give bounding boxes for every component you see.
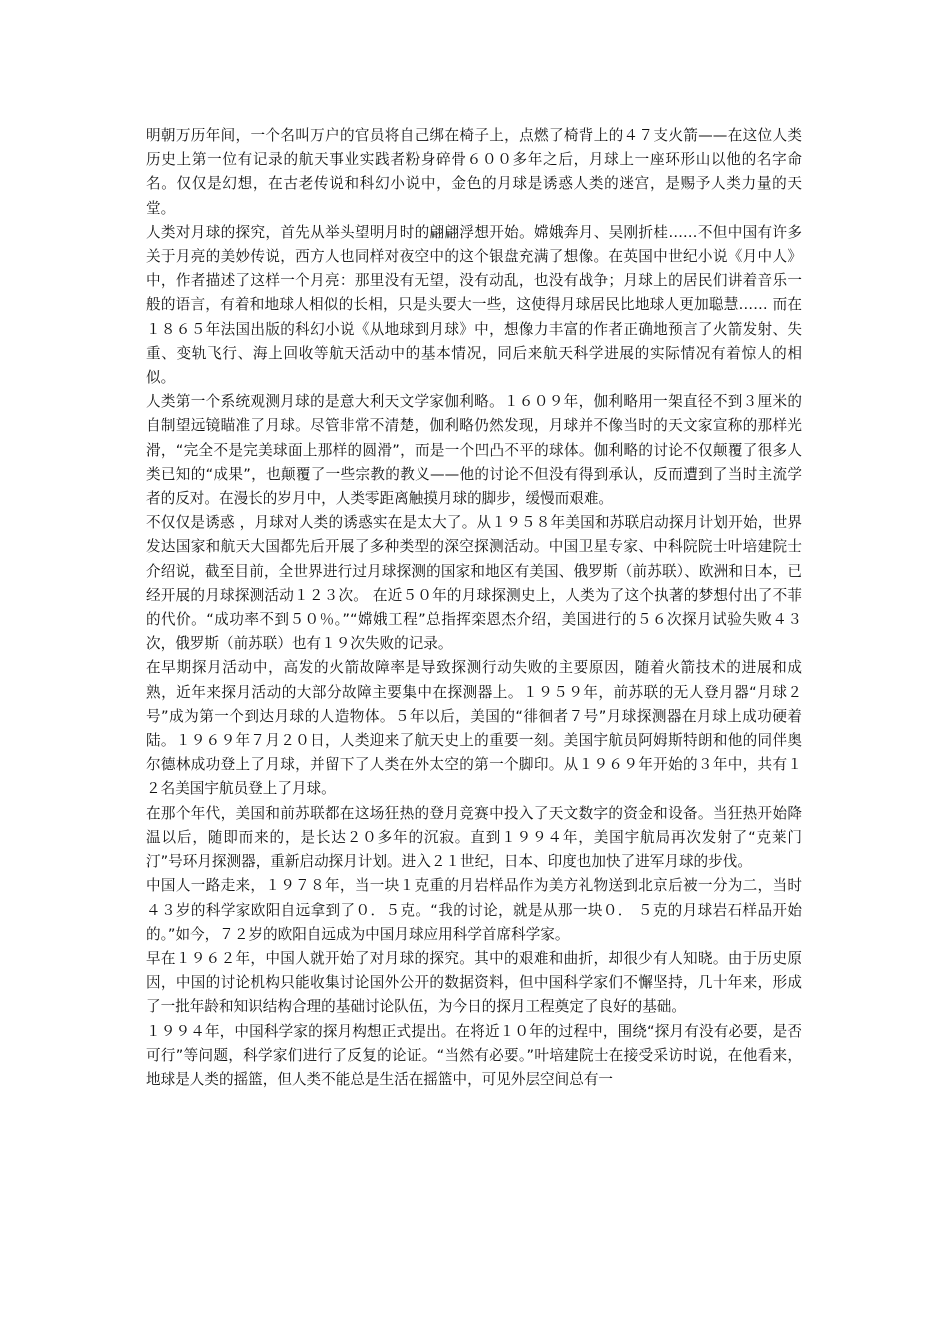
paragraph-moon-rock: 中国人一路走来，１９７８年，当一块１克重的月岩样品作为美方礼物送到北京后被一分为二，当时４３岁的科学家欧阳自远拿到了０．５克。“我的讨论，就是从那一块０． ５克的月球岩石样品开始的。”如今，７２岁的欧阳自远成为中国月球应用科学首席科学家。 — [146, 877, 802, 943]
paragraph-exploration-history: 不仅仅是诱惑 ，月球对人类的诱惑实在是太大了。从１９５８年美国和苏联启动探月计划开始，世界发达国家和航天大国都先后开展了多种类型的深空探测活动。中国卫星专家、中科院院士叶培建院士介绍说，截至目前，全世界进行过月球探测的国家和地区有美国、俄罗斯（前苏联）、欧洲和日本，已经开展的月球探测活动１２３次。 在近５０年的月球探测史上，人类为了这个执著的梦想付出了不菲的代价。“成功率不到５０％。”“嫦娥工程”总指挥栾恩杰介绍，美国进行的５６次探月试验失败４３次，俄罗斯（前苏联）也有１９次失败的记录。 — [146, 514, 802, 653]
paragraph-galileo: 人类第一个系统观测月球的是意大利天文学家伽利略。１６０９年，伽利略用一架直径不到３厘米的自制望远镜瞄准了月球。尽管非常不清楚，伽利略仍然发现，月球并不像当时的天文家宣称的那样光滑，“完全不是完美球面上那样的圆滑”，而是一个凹凸不平的球体。伽利略的讨论不仅颠覆了很多人类已知的“成果”，也颠覆了一些宗教的教义——他的讨论不但没有得到承认，反而遭到了当时主流学者的反对。在漫长的岁月中，人类零距离触摸月球的脚步，缓慢而艰难。 — [146, 393, 802, 508]
article-body — [146, 124, 802, 1092]
paragraph-early-missions: 在早期探月活动中，高发的火箭故障率是导致探测行动失败的主要原因，随着火箭技术的进展和成熟，近年来探月活动的大部分故障主要集中在探测器上。１９５９年，前苏联的无人登月器“月球２号”成为第一个到达月球的人造物体。５年以后，美国的“徘徊者７号”月球探测器在月球上成功硬着陆。１９６９年７月２０日，人类迎来了航天史上的重要一刻。美国宇航员阿姆斯特朗和他的同伴奥尔德林成功登上了月球，并留下了人类在外太空的第一个脚印。从１９６９年开始的３年中，共有１２名美国宇航员登上了月球。 — [146, 659, 802, 798]
paragraph-space-race: 在那个年代，美国和前苏联都在这场狂热的登月竞赛中投入了天文数字的资金和设备。当狂热开始降温以后，随即而来的，是长达２０多年的沉寂。直到１９９４年，美国宇航局再次发射了“克莱门汀”号环月探测器，重新启动探月计划。进入２１世纪，日本、印度也加快了进军月球的步伐。 — [146, 804, 802, 871]
paragraph-china-research: 早在１９６２年，中国人就开始了对月球的探究。其中的艰难和曲折，却很少有人知晓。由于历史原因，中国的讨论机构只能收集讨论国外公开的数据资料，但中国科学家们不懈坚持，几十年来，形成了一批年龄和知识结构合理的基础讨论队伍，为今日的探月工程奠定了良好的基础。 — [146, 949, 802, 1016]
paragraph-lunar-plan: １９９４年，中国科学家的探月构想正式提出。在将近１０年的过程中，围绕“探月有没有必要，是否可行”等问题，科学家们进行了反复的论证。“当然有必要。”叶培建院士在接受采访时说，在他看来，地球是人类的摇篮，但人类不能总是生活在摇篮中，可见外层空间总有一 — [146, 1022, 802, 1088]
paragraph-wanhu: 明朝万历年间，一个名叫万户的官员将自己绑在椅子上，点燃了椅背上的４７支火箭——在这位人类历史上第一位有记录的航天事业实践者粉身碎骨６００多年之后，月球上一座环形山以他的名字命名。仅仅是幻想，在古老传说和科幻小说中，金色的月球是诱惑人类的迷宫，是赐予人类力量的天堂。 — [146, 127, 802, 217]
paragraph-moon-legends: 人类对月球的探究，首先从举头望明月时的翩翩浮想开始。嫦娥奔月、吴刚折桂……不但中国有许多关于月亮的美妙传说，西方人也同样对夜空中的这个银盘充满了想像。在英国中世纪小说《月中人》中，作者描述了这样一个月亮：那里没有无望，没有动乱，也没有战争；月球上的居民们讲着音乐一般的语言，有着和地球人相似的长相，只是头要大一些，这使得月球居民比地球人更加聪慧…… 而在１８６５年法国出版的科幻小说《从地球到月球》中，想像力丰富的作者正确地预言了火箭发射、失重、变轨飞行、海上回收等航天活动中的基本情况，同后来航天科学进展的实际情况有着惊人的相似。 — [146, 223, 802, 387]
